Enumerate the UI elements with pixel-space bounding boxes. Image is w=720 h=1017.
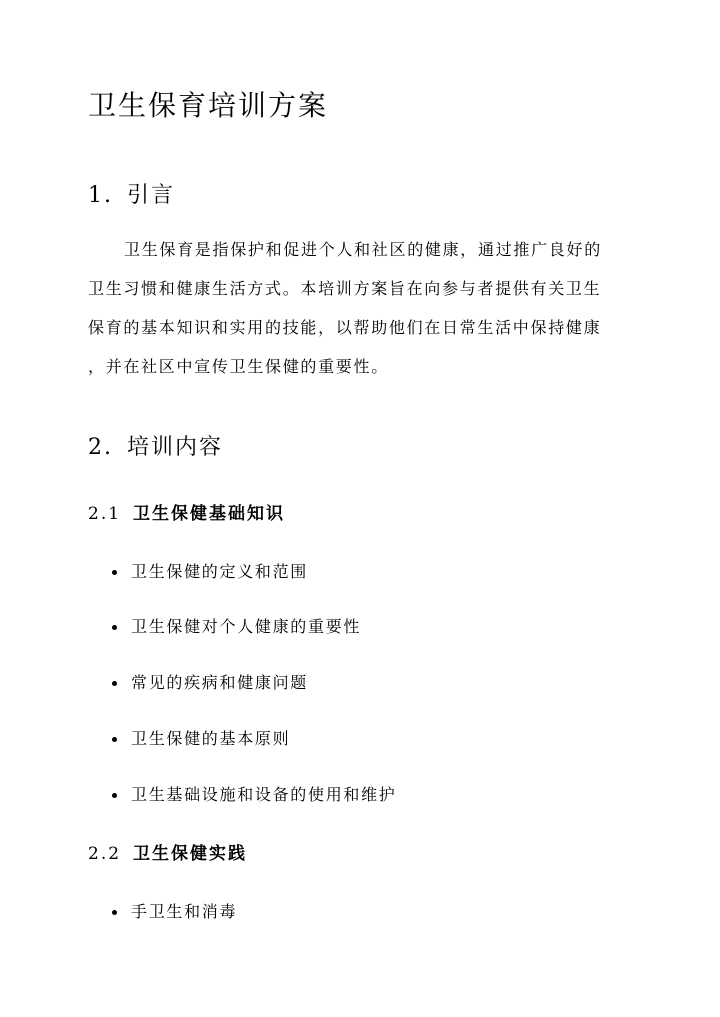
section-2-heading — [88, 430, 223, 461]
list-item — [112, 559, 308, 582]
list-item — [112, 670, 308, 693]
bullet-icon — [112, 570, 117, 575]
list-item-text: 卫生基础设施和设备的使用和维护 — [131, 785, 397, 804]
bullet-icon — [112, 910, 117, 915]
list-item — [112, 614, 361, 637]
list-item — [112, 726, 290, 749]
paragraph-line: ，并在社区中宣传卫生保健的重要性。 — [88, 357, 389, 376]
list-item-text: 手卫生和消毒 — [131, 902, 238, 921]
list-item — [112, 899, 237, 922]
subsection-2-1-heading — [88, 499, 285, 524]
list-item-text: 卫生保健的定义和范围 — [131, 562, 309, 581]
paragraph-line: 卫生保育是指保护和促进个人和社区的健康，通过推广良好的 — [124, 240, 602, 259]
bullet-icon — [112, 625, 117, 630]
list-item — [112, 782, 397, 805]
paragraph-line: 卫生习惯和健康生活方式。本培训方案旨在向参与者提供有关卫生 — [88, 279, 602, 298]
section-2-title: 培训内容 — [127, 435, 224, 460]
subsection-2-2-heading — [88, 839, 247, 864]
section-2-number: 2. — [88, 435, 113, 460]
bullet-icon — [112, 681, 117, 686]
document-title: 卫生保育培训方案 — [88, 89, 329, 122]
list-item-text: 卫生保健对个人健康的重要性 — [131, 617, 362, 636]
section-1-title: 引言 — [127, 183, 176, 208]
subsection-2-2-title: 卫生保健实践 — [133, 844, 248, 864]
subsection-2-2-number: 2.2 — [88, 844, 122, 864]
list-item-text: 常见的疾病和健康问题 — [131, 673, 309, 692]
subsection-2-1-number: 2.1 — [88, 504, 122, 524]
subsection-2-1-title: 卫生保健基础知识 — [133, 504, 286, 524]
section-1-number: 1. — [88, 183, 113, 208]
bullet-icon — [112, 793, 117, 798]
bullet-icon — [112, 737, 117, 742]
paragraph-line: 保育的基本知识和实用的技能，以帮助他们在日常生活中保持健康 — [88, 318, 602, 337]
intro-paragraph — [88, 230, 636, 386]
list-item-text: 卫生保健的基本原则 — [131, 729, 291, 748]
section-1-heading — [88, 178, 175, 209]
